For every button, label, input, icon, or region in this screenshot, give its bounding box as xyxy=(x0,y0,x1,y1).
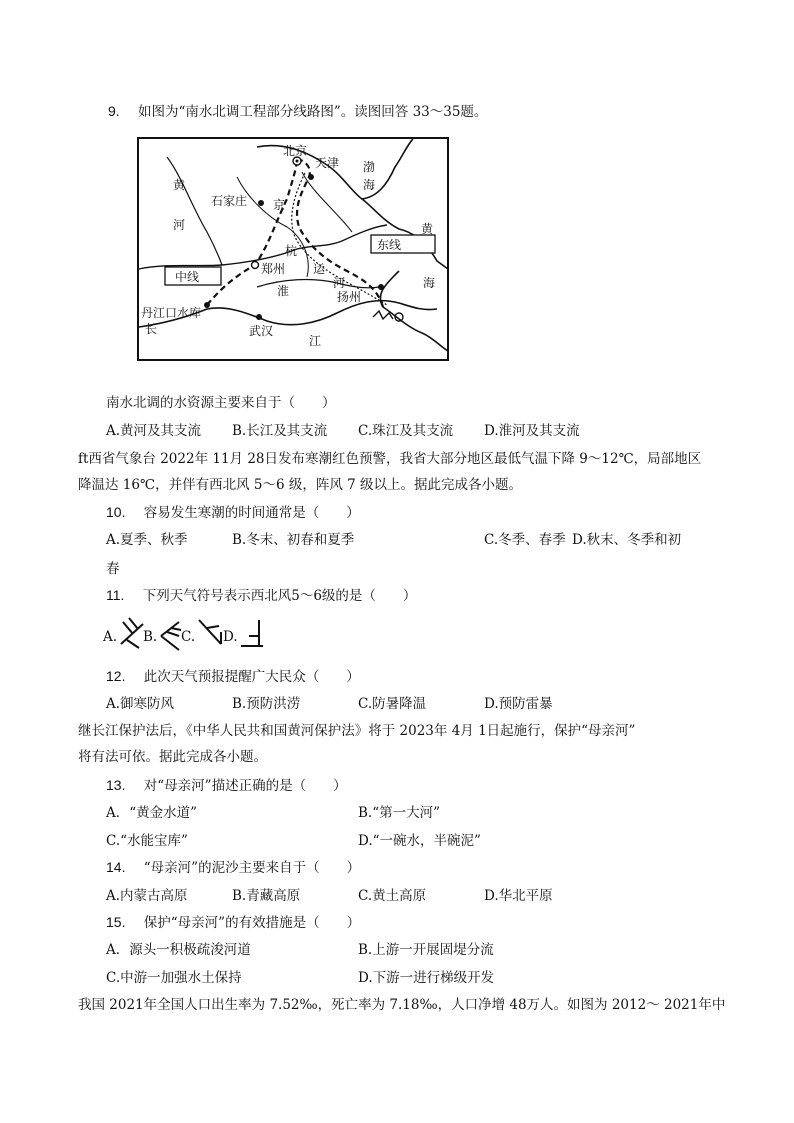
q12-option-d: D.预防雷暴 xyxy=(484,696,553,712)
q11-option-d: D. xyxy=(223,629,238,645)
q14-option-a: A.内蒙古高原 xyxy=(106,888,188,904)
question-number: 11. xyxy=(106,587,125,603)
map-label-bohai-1: 渤 xyxy=(363,160,376,174)
question-text: “母亲河”的泥沙主要来自于（ ） xyxy=(143,860,361,876)
passage-3-line-1: 我国 2021年全国人口出生率为 7.52‰，死亡率为 7.18‰，人口净增 48万人。如图为 2012～ 2021年中 xyxy=(78,997,726,1013)
q9-option-d: D.淮河及其支流 xyxy=(484,423,580,439)
q15-option-d: D.下游一进行梯级开发 xyxy=(358,970,495,986)
question-10 xyxy=(106,503,360,522)
question-15 xyxy=(106,913,360,932)
question-number: 10. xyxy=(106,504,126,520)
map-label-middle-route: 中线 xyxy=(175,270,200,284)
map-label-wuhan: 武汉 xyxy=(249,324,274,338)
question-number: 12. xyxy=(106,668,126,684)
question-number: 15. xyxy=(106,914,126,930)
q10-option-c: C.冬季、春季 xyxy=(484,532,566,548)
passage-1-line-1: ft西省气象台 2022年 11月 28日发布寒潮红色预警，我省大部分地区最低气温下降 9～12℃，局部地区 xyxy=(78,451,702,467)
q12-option-b: B.预防洪涝 xyxy=(232,696,301,712)
map-label-eastern-route: 东线 xyxy=(377,238,402,252)
map-label-yellow-2: 黄 xyxy=(421,222,434,236)
map-label-beijing: 北京 xyxy=(283,144,308,158)
q13-option-d: D.“一碗水，半碗泥” xyxy=(358,833,481,849)
q10-option-d: D.秋末、冬季和初 xyxy=(572,532,682,548)
map-label-jing: 京 xyxy=(273,198,286,212)
q13-option-b: B.“第一大河” xyxy=(358,805,441,821)
map-label-river-1: 河 xyxy=(173,218,186,232)
question-text: 如图为“南水北调工程部分线路图”。读图回答 33～35题。 xyxy=(137,104,488,120)
map-label-bohai-2: 海 xyxy=(363,178,376,192)
q13-option-a: A．“黄金水道” xyxy=(106,805,198,821)
map-label-zhengzhou: 郑州 xyxy=(261,262,286,276)
question-13 xyxy=(106,776,347,795)
map-label-chang: 长 xyxy=(145,322,158,336)
question-number: 14. xyxy=(106,859,126,875)
wind-symbol-options xyxy=(103,614,273,654)
passage-2-line-1: 继长江保护法后，《中华人民共和国黄河保护法》将于 2023年 4月 1日起施行，保护“母亲河” xyxy=(78,723,636,739)
q10-option-a: A.夏季、秋季 xyxy=(106,532,188,548)
q10-option-d-wrap: 春 xyxy=(106,561,120,577)
map-label-yun: 运 xyxy=(313,262,326,276)
q12-option-c: C.防暑降温 xyxy=(358,696,427,712)
q11-option-b: B. xyxy=(143,629,158,645)
q15-option-b: B.上游一开展固堤分流 xyxy=(358,942,494,958)
q14-option-c: C.黄土高原 xyxy=(358,888,427,904)
q14-option-d: D.华北平原 xyxy=(484,888,553,904)
map-label-yangzhou: 扬州 xyxy=(337,290,362,304)
q9-sub-stem: 南水北调的水资源主要来自于（ ） xyxy=(106,395,336,411)
map-label-river-2: 河 xyxy=(333,276,346,290)
map-label-yellow-1: 黄 xyxy=(173,178,186,192)
map-label-jiang: 江 xyxy=(309,334,322,348)
q12-option-a: A.御寒防风 xyxy=(106,696,175,712)
question-text: 容易发生寒潮的时间通常是（ ） xyxy=(143,505,360,521)
question-11 xyxy=(106,586,416,605)
q11-option-a: A. xyxy=(103,629,118,645)
q15-option-c: C.中游一加强水土保持 xyxy=(106,970,242,986)
map-label-danjiangkou: 丹江口水库 xyxy=(141,306,202,320)
q15-option-a: A．源头一积极疏浚河道 xyxy=(106,942,251,958)
south-north-water-diversion-map xyxy=(137,137,449,361)
question-12 xyxy=(106,667,360,686)
question-text: 下列天气符号表示西北风5～6级的是（ ） xyxy=(142,588,417,604)
map-label-tianjin: 天津 xyxy=(315,156,340,170)
question-14 xyxy=(106,858,360,877)
q9-option-a: A.黄河及其支流 xyxy=(106,423,202,439)
q10-option-b: B.冬末、初春和夏季 xyxy=(232,532,355,548)
map-label-huai: 淮 xyxy=(277,284,290,298)
question-number: 13. xyxy=(106,777,126,793)
question-9 xyxy=(108,102,487,121)
q14-option-b: B.青藏高原 xyxy=(232,888,301,904)
q9-option-b: B.长江及其支流 xyxy=(232,423,328,439)
map-label-hang: 杭 xyxy=(285,244,298,258)
q13-option-c: C.“水能宝库” xyxy=(106,833,188,849)
question-number: 9. xyxy=(108,103,120,119)
wind-symbols-icon xyxy=(103,614,273,654)
q9-option-c: C.珠江及其支流 xyxy=(358,423,454,439)
question-text: 此次天气预报提醒广大民众（ ） xyxy=(143,669,360,685)
question-text: 保护“母亲河”的有效措施是（ ） xyxy=(143,915,361,931)
question-text: 对“母亲河”描述正确的是（ ） xyxy=(143,778,347,794)
passage-2-line-2: 将有法可依。据此完成各小题。 xyxy=(78,749,267,765)
map-label-sea: 海 xyxy=(423,276,436,290)
map-label-shijiazhuang: 石家庄 xyxy=(211,194,248,208)
q11-option-c: C. xyxy=(181,629,196,645)
passage-1-line-2: 降温达 16℃，并伴有西北风 5～6 级，阵风 7 级以上。据此完成各小题。 xyxy=(78,477,523,493)
